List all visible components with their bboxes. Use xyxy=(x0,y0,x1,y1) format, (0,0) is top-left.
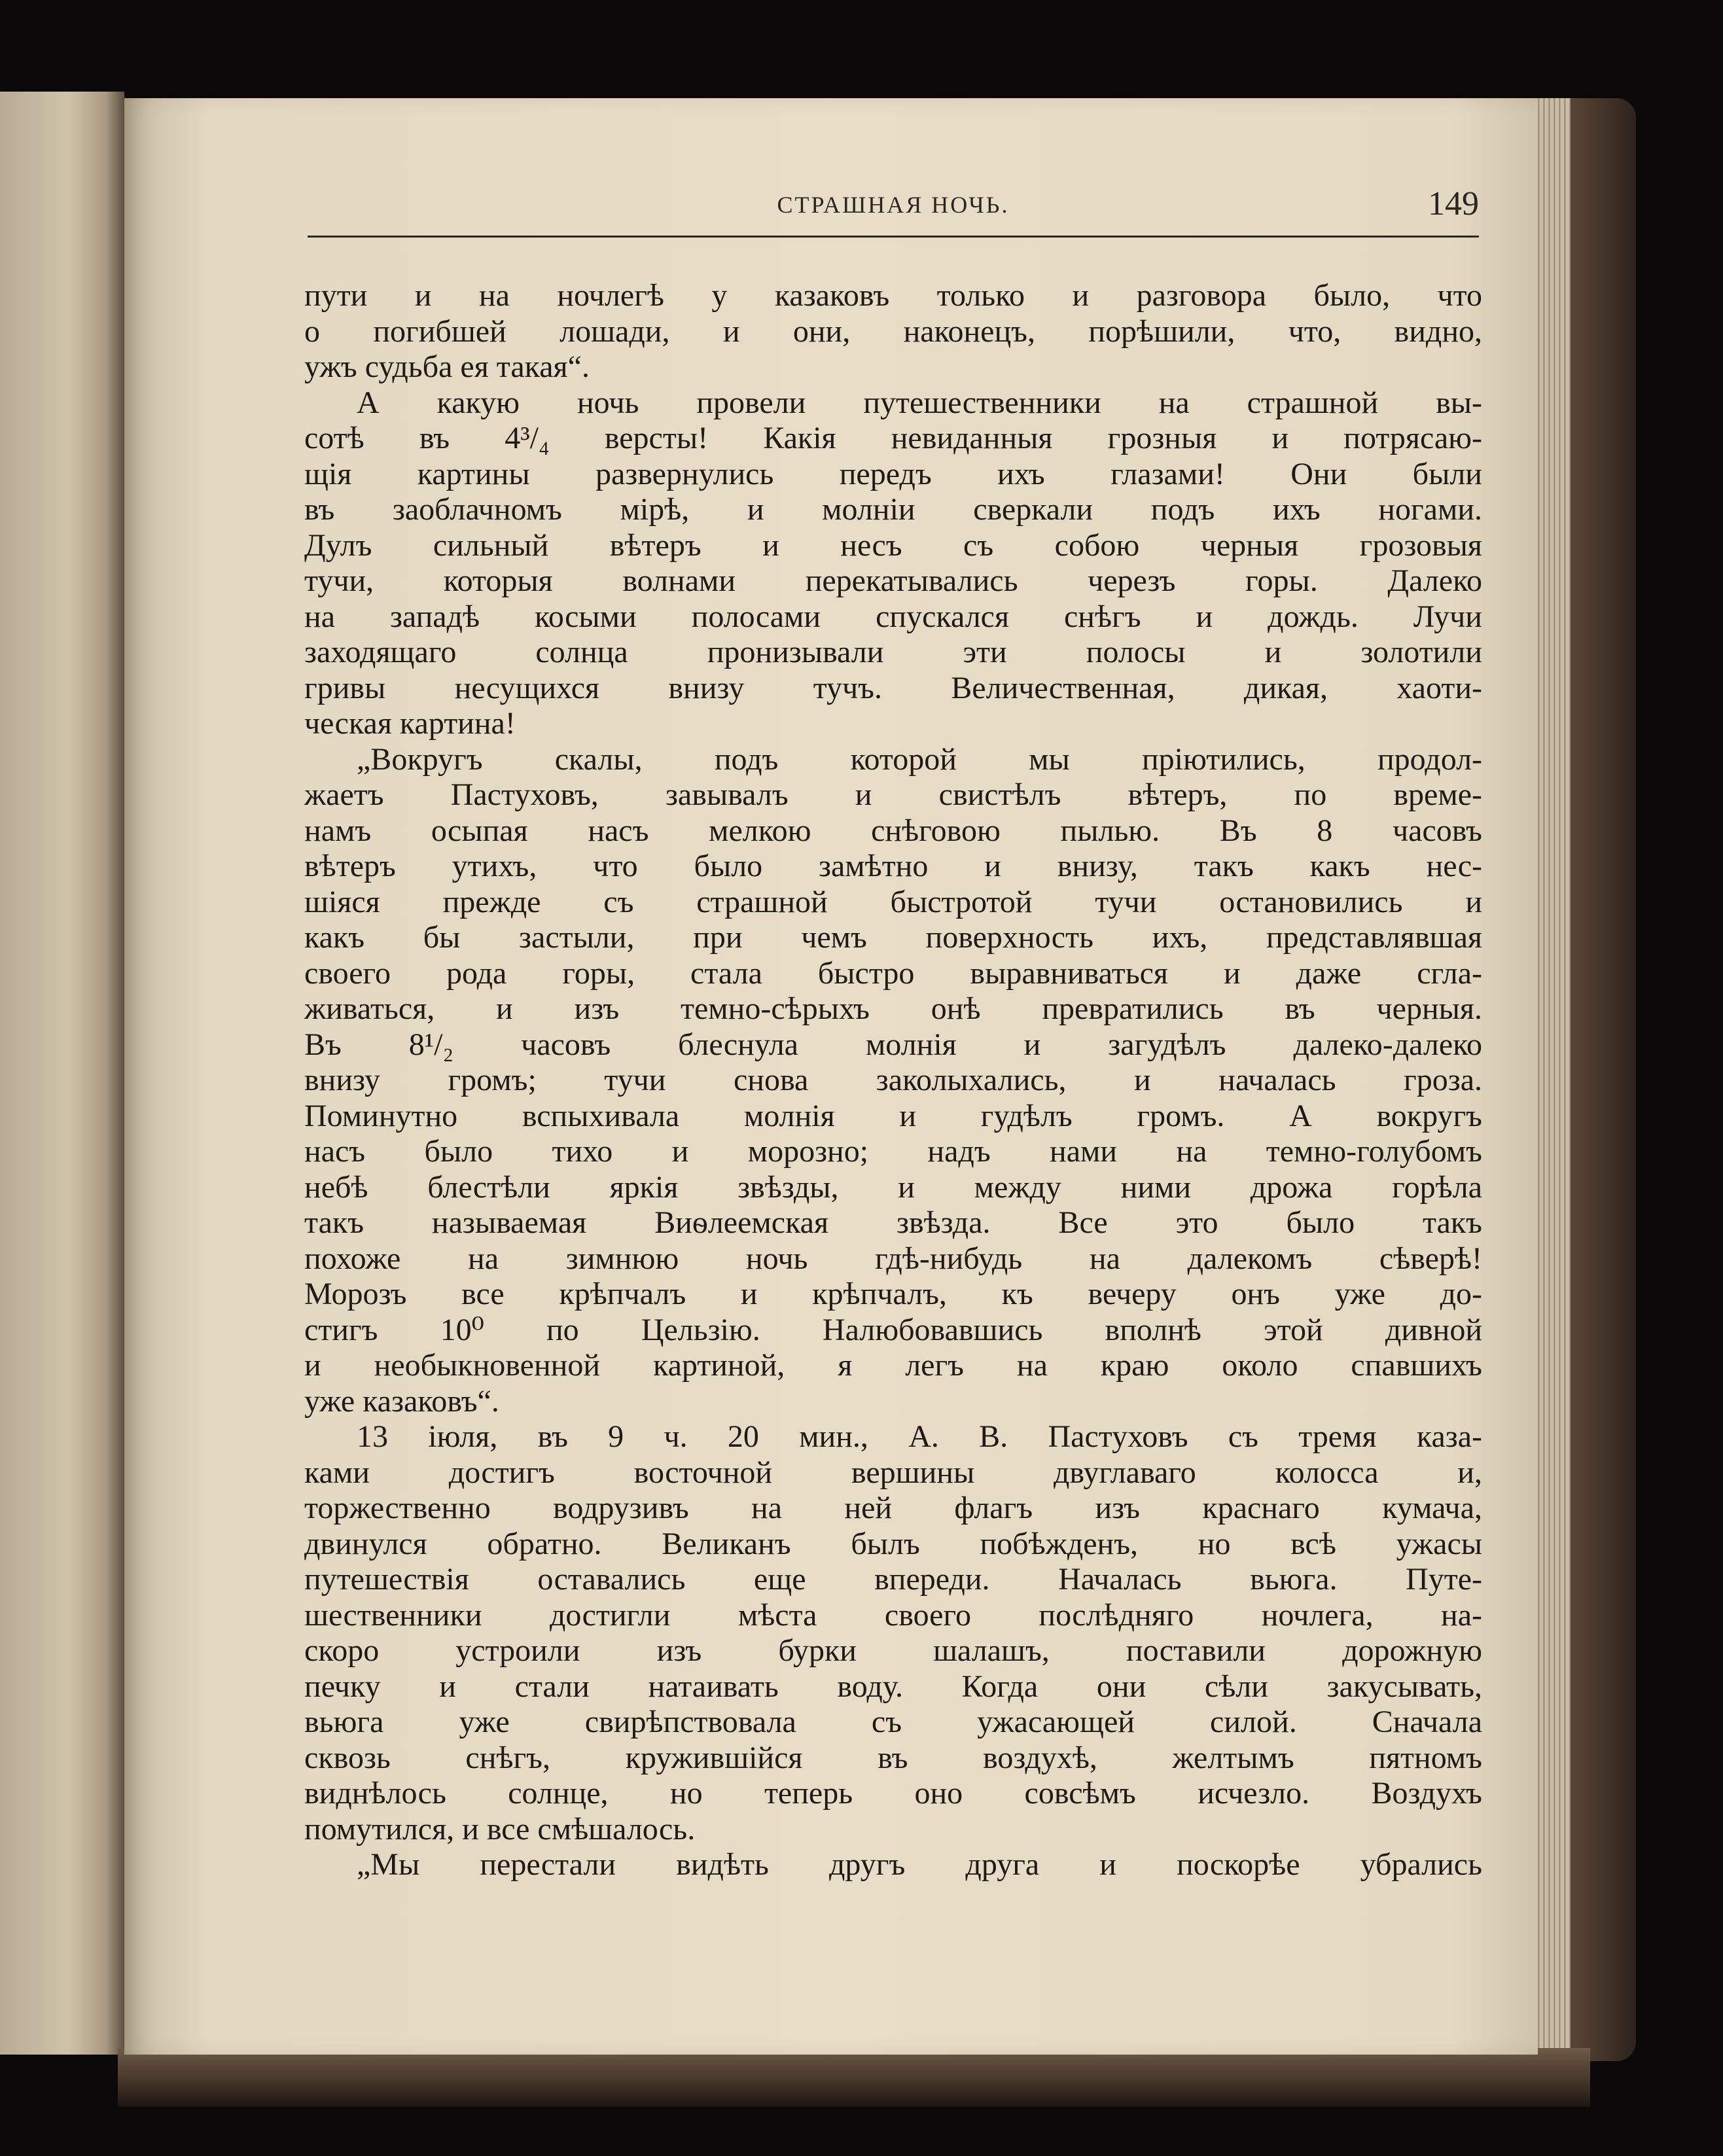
page-number: 149 xyxy=(1428,185,1479,222)
text-line: похоже на зимнюю ночь гдѣ-нибудь на далекомъ сѣверѣ! xyxy=(304,1241,1482,1276)
text-line: сквозь снѣгъ, кружившійся въ воздухѣ, желтымъ пятномъ xyxy=(304,1740,1482,1775)
text-line: „Мы перестали видѣть другъ друга и поскорѣе убрались xyxy=(357,1847,1482,1882)
text-line: Морозъ все крѣпчалъ и крѣпчалъ, къ вечеру онъ уже до- xyxy=(304,1277,1482,1311)
text-line: намъ осыпая насъ мелкою снѣговою пылью. Въ 8 часовъ xyxy=(304,813,1482,848)
text-line: „Вокругъ скалы, подъ которой мы пріютились, продол- xyxy=(357,741,1482,777)
text-line: гривы несущихся внизу тучъ. Величественная, дикая, хаоти- xyxy=(304,670,1482,705)
text-line: двинулся обратно. Великанъ былъ побѣжденъ, но всѣ ужасы xyxy=(304,1526,1482,1561)
text-line: Въ 8¹/₂ часовъ блеснула молнія и загудѣлъ далеко-далеко xyxy=(304,1027,1482,1062)
text-line: щія картины развернулись передъ ихъ глазами! Они были xyxy=(304,456,1482,491)
text-line: насъ было тихо и морозно; надъ нами на темно-голубомъ xyxy=(304,1134,1482,1169)
text-line: торжественно водрузивъ на ней флагъ изъ краснаго кумача, xyxy=(304,1491,1482,1525)
text-line: живаться, и изъ темно-сѣрыхъ онѣ превратились въ черныя. xyxy=(304,991,1482,1026)
text-line: тучи, которыя волнами перекатывались черезъ горы. Далеко xyxy=(304,563,1482,598)
text-line: Дулъ сильный вѣтеръ и несъ съ собою черныя грозовыя xyxy=(304,527,1482,563)
text-line: на западѣ косыми полосами спускался снѣгъ и дождь. Лучи xyxy=(304,599,1482,634)
text-line: заходящаго солнца пронизывали эти полосы и золотили xyxy=(304,635,1482,669)
text-line: жаетъ Пастуховъ, завывалъ и свистѣлъ вѣтеръ, по време- xyxy=(304,777,1482,812)
text-line: шественники достигли мѣста своего послѣдняго ночлега, на- xyxy=(304,1597,1482,1633)
text-line: вьюга уже свирѣпствовала съ ужасающей силой. Сначала xyxy=(304,1705,1482,1739)
text-line: какъ бы застыли, при чемъ поверхность ихъ, представлявшая xyxy=(304,920,1482,955)
text-line: ческая картина! xyxy=(304,706,516,741)
text-line: А какую ночь провели путешественники на страшной вы- xyxy=(357,385,1482,420)
book-page xyxy=(124,98,1538,2055)
facing-page-edge xyxy=(0,92,124,2055)
text-line: своего рода горы, стала быстро выравниваться и даже сгла- xyxy=(304,955,1482,991)
text-line: уже казаковъ“. xyxy=(304,1383,499,1419)
text-line: виднѣлось солнце, но теперь оно совсѣмъ исчезло. Воздухъ xyxy=(304,1776,1482,1811)
book-spine-bottom xyxy=(118,2048,1590,2107)
text-line: сотѣ въ 4³/₄ версты! Какія невиданныя грозныя и потрясаю- xyxy=(304,421,1482,455)
text-line: такъ называемая Виѳлеемская звѣзда. Все это было такъ xyxy=(304,1205,1482,1240)
chapter-title: СТРАШНАЯ НОЧЬ. xyxy=(777,192,1010,218)
text-line: пути и на ночлегѣ у казаковъ только и разговора было, что xyxy=(304,278,1482,313)
text-line: въ заоблачномъ мірѣ, и молніи сверкали подъ ихъ ногами. xyxy=(304,492,1482,527)
text-line: ужъ судьба ея такая“. xyxy=(304,349,590,384)
body-text xyxy=(304,278,1482,1883)
text-line: печку и стали натаивать воду. Когда они сѣли закусывать, xyxy=(304,1669,1482,1704)
text-line: шіяся прежде съ страшной быстротой тучи остановились и xyxy=(304,884,1482,919)
text-line: ками достигъ восточной вершины двуглаваго колосса и, xyxy=(304,1455,1482,1490)
text-line: путешествія оставались еще впереди. Началась вьюга. Путе- xyxy=(304,1562,1482,1597)
text-line: о погибшей лошади, и они, наконецъ, порѣшили, что, видно, xyxy=(304,313,1482,349)
text-line: помутился, и все смѣшалось. xyxy=(304,1811,696,1847)
text-line: внизу громъ; тучи снова заколыхались, и началась гроза. xyxy=(304,1063,1482,1097)
text-line: скоро устроили изъ бурки шалашъ, поставили дорожную xyxy=(304,1633,1482,1668)
text-line: Поминутно вспыхивала молнія и гудѣлъ громъ. А вокругъ xyxy=(304,1098,1482,1133)
text-line: стигъ 10⁰ по Цельзію. Налюбовавшись вполнѣ этой дивной xyxy=(304,1312,1482,1347)
text-line: вѣтеръ утихъ, что было замѣтно и внизу, такъ какъ нес- xyxy=(304,849,1482,883)
running-head xyxy=(308,185,1479,238)
text-line: небѣ блестѣли яркія звѣзды, и между ними дрожа горѣла xyxy=(304,1169,1482,1205)
text-line: и необыкновенной картиной, я легъ на краю около спавшихъ xyxy=(304,1348,1482,1383)
text-line: 13 іюля, въ 9 ч. 20 мин., А. В. Пастуховъ съ тремя каза- xyxy=(357,1419,1482,1454)
